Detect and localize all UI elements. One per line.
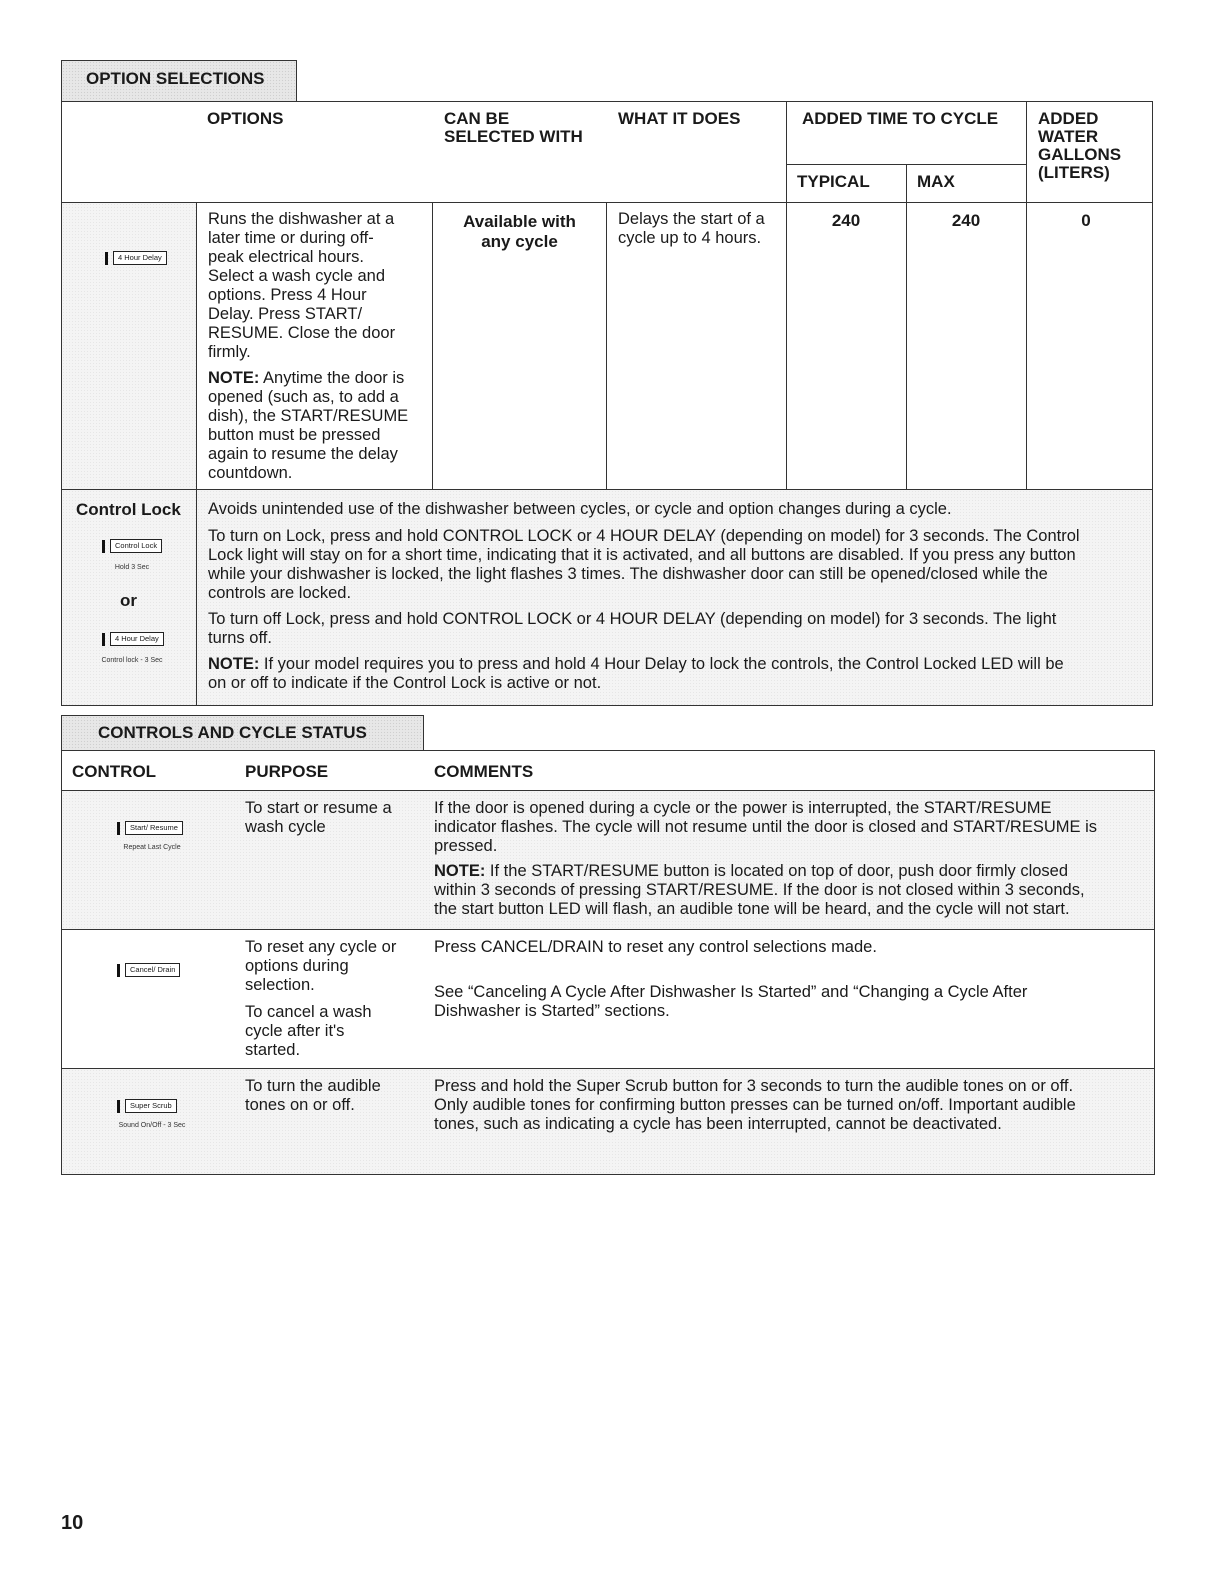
or-label: or bbox=[120, 591, 137, 610]
control-lock-title: Control Lock bbox=[76, 500, 181, 519]
text: If the START/RESUME button is located on top of door, push door firmly closed bbox=[485, 862, 1069, 880]
delay-max: 240 bbox=[951, 211, 981, 230]
control-lock-text bbox=[208, 500, 1148, 693]
text-line: pressed. bbox=[434, 837, 498, 855]
text-line: options. Press 4 Hour bbox=[208, 286, 367, 304]
text-line: options during bbox=[245, 957, 349, 975]
text-line: again to resume the delay bbox=[208, 445, 398, 463]
text-line: cycle after it's bbox=[245, 1022, 345, 1040]
text-line: Delay. Press START/ bbox=[208, 305, 363, 323]
header-max: MAX bbox=[917, 172, 955, 191]
text-line: any cycle bbox=[481, 232, 558, 251]
controls-status-table bbox=[61, 750, 1155, 1175]
page-number: 10 bbox=[61, 1512, 84, 1534]
control-lock-button[interactable]: Control Lock bbox=[110, 539, 162, 553]
header-added-time: ADDED TIME TO CYCLE bbox=[802, 109, 999, 128]
text-line: Press and hold the Super Scrub button for 3 seconds to turn the audible tones on or off. bbox=[434, 1077, 1074, 1095]
text-line: tones, such as indicating a cycle has been interrupted, cannot be deactivated. bbox=[434, 1115, 1002, 1133]
indicator-light bbox=[117, 1100, 120, 1113]
note-line bbox=[208, 369, 428, 388]
super-scrub-sub: Sound On/Off - 3 Sec bbox=[118, 1122, 186, 1129]
text: Anytime the door is bbox=[259, 369, 405, 387]
header-typical: TYPICAL bbox=[797, 172, 870, 191]
option-selections-title: OPTION SELECTIONS bbox=[86, 69, 265, 88]
divider bbox=[786, 102, 787, 489]
indicator-light bbox=[105, 252, 108, 265]
header-added-water-3: GALLONS bbox=[1038, 145, 1122, 164]
start-resume-comments bbox=[434, 799, 1150, 919]
text-line: To start or resume a bbox=[245, 799, 392, 817]
text-line: controls are locked. bbox=[208, 584, 352, 602]
divider bbox=[1026, 102, 1027, 489]
header-can-be-2: SELECTED WITH bbox=[444, 127, 583, 146]
text-line: indicator flashes. The cycle will not resume until the door is closed and START/RESUME is bbox=[434, 818, 1098, 836]
cancel-drain-button[interactable]: Cancel/ Drain bbox=[125, 963, 180, 977]
text-line: If the door is opened during a cycle or the power is interrupted, the START/RESUME bbox=[434, 799, 1052, 817]
header-added-water-1: ADDED bbox=[1038, 109, 1099, 128]
indicator-light bbox=[102, 540, 105, 553]
text-line: Select a wash cycle and bbox=[208, 267, 386, 285]
header-what-it-does: WHAT IT DOES bbox=[618, 109, 741, 128]
divider bbox=[62, 202, 1152, 203]
cancel-drain-purpose bbox=[245, 938, 396, 1060]
text-line: Lock light will stay on for a short time, indicating that it is activated, and all buttons are disabled. If you press any button bbox=[208, 546, 1076, 564]
text-line: Dishwasher is Started” sections. bbox=[434, 1002, 670, 1020]
indicator-light bbox=[102, 633, 105, 646]
text-line: To turn on Lock, press and hold CONTROL LOCK or 4 HOUR DELAY (depending on model) for 3 seconds. The Control bbox=[208, 527, 1080, 545]
controls-status-tab bbox=[61, 715, 424, 751]
option-selections-table bbox=[61, 101, 1153, 706]
cancel-drain-control bbox=[117, 963, 180, 977]
text-line: button must be pressed bbox=[208, 426, 381, 444]
delay-can-be bbox=[433, 212, 606, 252]
header-purpose: PURPOSE bbox=[245, 762, 329, 781]
text-line: Delays the start of a bbox=[618, 210, 765, 228]
delay-control bbox=[105, 251, 167, 265]
delay-description bbox=[208, 210, 428, 483]
super-scrub-purpose bbox=[245, 1077, 381, 1115]
text-line: tones on or off. bbox=[245, 1096, 355, 1114]
text-line: firmly. bbox=[208, 343, 251, 361]
text-line: within 3 seconds of pressing START/RESUME. If the door is not closed within 3 seconds, bbox=[434, 881, 1085, 899]
text-line: To reset any cycle or bbox=[245, 938, 397, 956]
start-resume-control bbox=[117, 821, 183, 835]
text-line: Only audible tones for confirming button presses can be turned on/off. Important audible bbox=[434, 1096, 1076, 1114]
control-lock-sub: Hold 3 Sec bbox=[114, 564, 150, 571]
note-label: NOTE: bbox=[208, 369, 260, 387]
delay-typical: 240 bbox=[831, 211, 861, 230]
header-options: OPTIONS bbox=[207, 109, 284, 128]
start-resume-purpose bbox=[245, 799, 392, 837]
header-comments: COMMENTS bbox=[434, 762, 534, 781]
note-label: NOTE: bbox=[208, 655, 260, 673]
note-line bbox=[208, 655, 1148, 674]
text-line: opened (such as, to add a bbox=[208, 388, 399, 406]
text-line: peak electrical hours. bbox=[208, 248, 364, 266]
text-line: dish), the START/RESUME bbox=[208, 407, 409, 425]
text-line: Avoids unintended use of the dishwasher between cycles, or cycle and option changes during a cycle. bbox=[208, 500, 952, 518]
delay-lock-sub: Control lock - 3 Sec bbox=[101, 657, 163, 664]
text-line: cycle up to 4 hours. bbox=[618, 229, 762, 247]
text-line: RESUME. Close the door bbox=[208, 324, 396, 342]
indicator-light bbox=[117, 822, 120, 835]
option-selections-tab bbox=[61, 60, 297, 102]
text-line: selection. bbox=[245, 976, 315, 994]
delay-what-it-does bbox=[618, 210, 765, 248]
header-added-water-2: WATER bbox=[1038, 127, 1099, 146]
text: If your model requires you to press and hold 4 Hour Delay to lock the controls, the Control Locked LED will be bbox=[259, 655, 1064, 673]
text-line: To turn the audible bbox=[245, 1077, 381, 1095]
text-line: To turn off Lock, press and hold CONTROL LOCK or 4 HOUR DELAY (depending on model) for 3 seconds. The light bbox=[208, 610, 1057, 628]
text-line: turns off. bbox=[208, 629, 272, 647]
header-can-be-1: CAN BE bbox=[444, 109, 510, 128]
divider bbox=[606, 203, 607, 489]
super-scrub-control bbox=[117, 1099, 177, 1113]
text-line: See “Canceling A Cycle After Dishwasher Is Started” and “Changing a Cycle After bbox=[434, 983, 1028, 1001]
text-line: on or off to indicate if the Control Lock is active or not. bbox=[208, 674, 602, 692]
super-scrub-comments bbox=[434, 1077, 1150, 1134]
note-line bbox=[434, 862, 1150, 881]
text-line: Runs the dishwasher at a bbox=[208, 210, 395, 228]
controls-status-title: CONTROLS AND CYCLE STATUS bbox=[98, 723, 367, 742]
text-line: To cancel a wash bbox=[245, 1003, 372, 1021]
delay-lock-control bbox=[102, 632, 164, 646]
note-label: NOTE: bbox=[434, 862, 486, 880]
text-line: Press CANCEL/DRAIN to reset any control selections made. bbox=[434, 938, 877, 956]
text-line: the start button LED will flash, an audible tone will be heard, and the cycle will not start. bbox=[434, 900, 1070, 918]
text-line: started. bbox=[245, 1041, 301, 1059]
delay-water: 0 bbox=[1081, 211, 1091, 230]
header-control: CONTROL bbox=[72, 762, 157, 781]
divider bbox=[62, 929, 1154, 930]
header-added-water-4: (LITERS) bbox=[1038, 163, 1110, 182]
text-line: countdown. bbox=[208, 464, 293, 482]
four-hour-delay-button[interactable]: 4 Hour Delay bbox=[113, 251, 167, 265]
control-lock-control bbox=[102, 539, 162, 553]
text-line: later time or during off- bbox=[208, 229, 374, 247]
super-scrub-button[interactable]: Super Scrub bbox=[125, 1099, 177, 1113]
divider bbox=[196, 490, 197, 705]
text-line: Available with bbox=[463, 212, 576, 231]
start-resume-button[interactable]: Start/ Resume bbox=[125, 821, 183, 835]
four-hour-delay-lock-button[interactable]: 4 Hour Delay bbox=[110, 632, 164, 646]
indicator-light bbox=[117, 964, 120, 977]
cancel-drain-comments bbox=[434, 938, 1150, 1021]
text-line: while your dishwasher is locked, the light flashes 3 times. The dishwasher door can still be opened/closed while the bbox=[208, 565, 1048, 583]
text-line: wash cycle bbox=[245, 818, 326, 836]
start-resume-sub: Repeat Last Cycle bbox=[123, 844, 181, 851]
delay-row-icon-cell bbox=[62, 203, 196, 489]
